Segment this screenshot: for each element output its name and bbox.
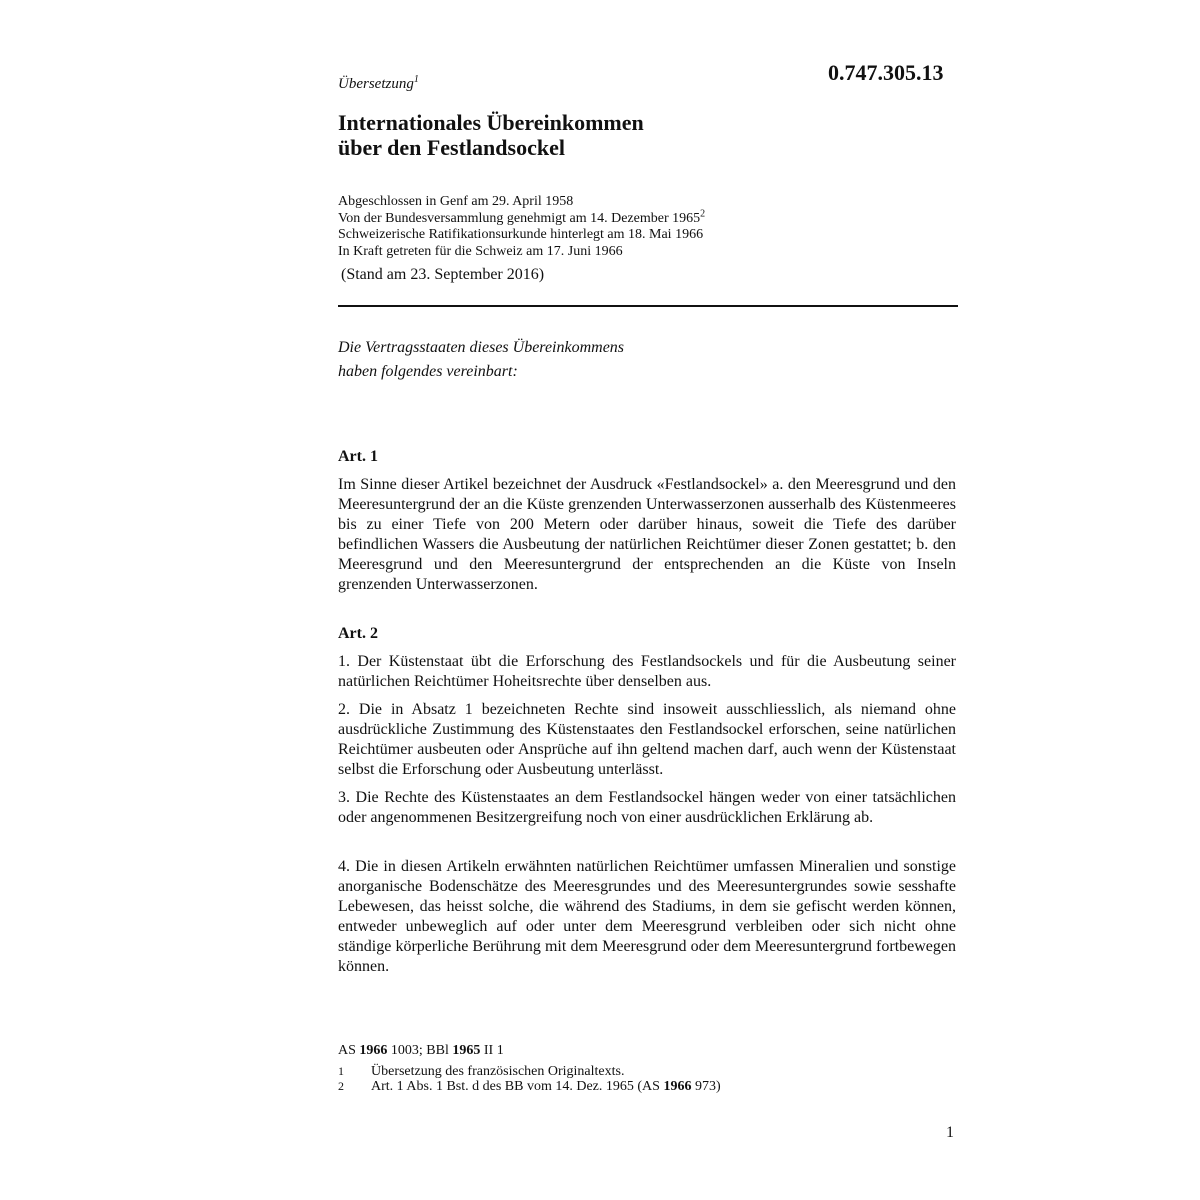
bbl-year: 1965 bbox=[452, 1043, 481, 1058]
as-suffix: II 1 bbox=[480, 1043, 504, 1058]
footnote-2-text-prefix: Art. 1 Abs. 1 Bst. d des BB vom 14. Dez. 1965 (AS bbox=[371, 1079, 664, 1094]
title-line-1: Internationales Übereinkommen bbox=[338, 110, 644, 135]
as-year: 1966 bbox=[359, 1043, 388, 1058]
article-1-text: Im Sinne dieser Artikel bezeichnet der Ausdruck «Festlandsockel» a. den Meeresgrund und den Meeresuntergrund der an die Küste grenzenden Unterwasserzonen ausserhalb des Küstenmeeres bis zu einer Tiefe von 200 Metern oder darüber hinaus, soweit die Tiefe des darüber befindlichen Wassers die Ausbeutung der natürlichen Reichtümer dieser Zonen gestattet; b. den Meeresgrund und den Meeresuntergrund der entsprechenden an die Küste von Inseln grenzenden Unterwasserzonen. bbox=[338, 476, 956, 593]
article-2-paragraph-1: 1. Der Küstenstaat übt die Erforschung des Festlandsockels und für die Ausbeutung seiner natürlichen Reichtümer Hoheitsrechte über denselben aus. bbox=[338, 653, 956, 690]
footnote-2-number: 2 bbox=[338, 1079, 344, 1093]
sr-number: 0.747.305.13 bbox=[828, 60, 944, 85]
preamble bbox=[338, 336, 624, 384]
meta-ratified: Schweizerische Ratifikationsurkunde hinterlegt am 18. Mai 1966 bbox=[338, 227, 704, 242]
article-2-paragraph-4: 4. Die in diesen Artikeln erwähnten natürlichen Reichtümer umfassen Mineralien und sonstige anorganische Bodenschätze des Meeresgrundes und des Meeresuntergrundes sowie sesshafte Lebewesen, das heisst solche, die während des Stadiums, in dem sie gefischt werden können, entweder unbeweglich auf oder unter dem Meeresgrund verbleiben oder sich nicht ohne ständige körperliche Berührung mit dem Meeresgrund oder dem Meeresuntergrund fortbewegen können. bbox=[338, 858, 956, 975]
meta-in-force: In Kraft getreten für die Schweiz am 17. Juni 1966 bbox=[338, 243, 623, 259]
document-title bbox=[338, 110, 838, 160]
as-prefix: AS bbox=[338, 1043, 360, 1058]
translation-text: Übersetzung bbox=[338, 76, 414, 92]
article-2-heading: Art. 2 bbox=[338, 625, 378, 642]
page-number: 1 bbox=[946, 1124, 954, 1141]
article-2-paragraph-2: 2. Die in Absatz 1 bezeichneten Rechte sind insoweit ausschliesslich, als niemand ohne ausdrückliche Zustimmung des Küstenstaates den Festlandsockel erforschen, seine natürlichen Reichtümer ausbeuten oder Ansprüche auf ihn geltend machen darf, auch wenn der Küstenstaat selbst die Erforschung oder Ausbeutung unterlässt. bbox=[338, 701, 956, 778]
footnote-mark-2[interactable]: 2 bbox=[700, 207, 706, 219]
footnote-2 bbox=[338, 1079, 721, 1094]
footnote-1-text: Übersetzung des französischen Originaltexts. bbox=[371, 1064, 625, 1079]
preamble-line-1: Die Vertragsstaaten dieses Übereinkommens bbox=[338, 339, 625, 356]
meta-approved bbox=[338, 207, 898, 228]
footnote-mark-1[interactable]: 1 bbox=[413, 74, 419, 85]
treaty-metadata bbox=[338, 194, 898, 260]
title-line-2: über den Festlandsockel bbox=[338, 135, 565, 160]
meta-concluded: Abgeschlossen in Genf am 29. April 1958 bbox=[338, 194, 574, 209]
meta-approved-text: Von der Bundesversammlung genehmigt am 14. Dezember 1965 bbox=[338, 210, 701, 226]
translation-label bbox=[338, 74, 419, 93]
official-compilation-reference bbox=[338, 1043, 504, 1059]
footnote-1 bbox=[338, 1064, 624, 1079]
article-2-paragraph-3: 3. Die Rechte des Küstenstaates an dem Festlandsockel hängen weder von einer tatsächlichen oder angenommenen Besitzergreifung noch von einer ausdrücklichen Erklärung ab. bbox=[338, 789, 956, 826]
status-date: (Stand am 23. September 2016) bbox=[341, 266, 545, 283]
header-divider bbox=[338, 305, 958, 307]
footnote-2-year: 1966 bbox=[663, 1079, 692, 1094]
as-mid: 1003; BBl bbox=[387, 1043, 453, 1058]
footnote-2-text-suffix: 973) bbox=[691, 1079, 721, 1094]
footnote-1-number: 1 bbox=[338, 1064, 344, 1078]
article-1-heading: Art. 1 bbox=[338, 448, 378, 465]
preamble-line-2: haben folgendes vereinbart: bbox=[338, 363, 518, 380]
